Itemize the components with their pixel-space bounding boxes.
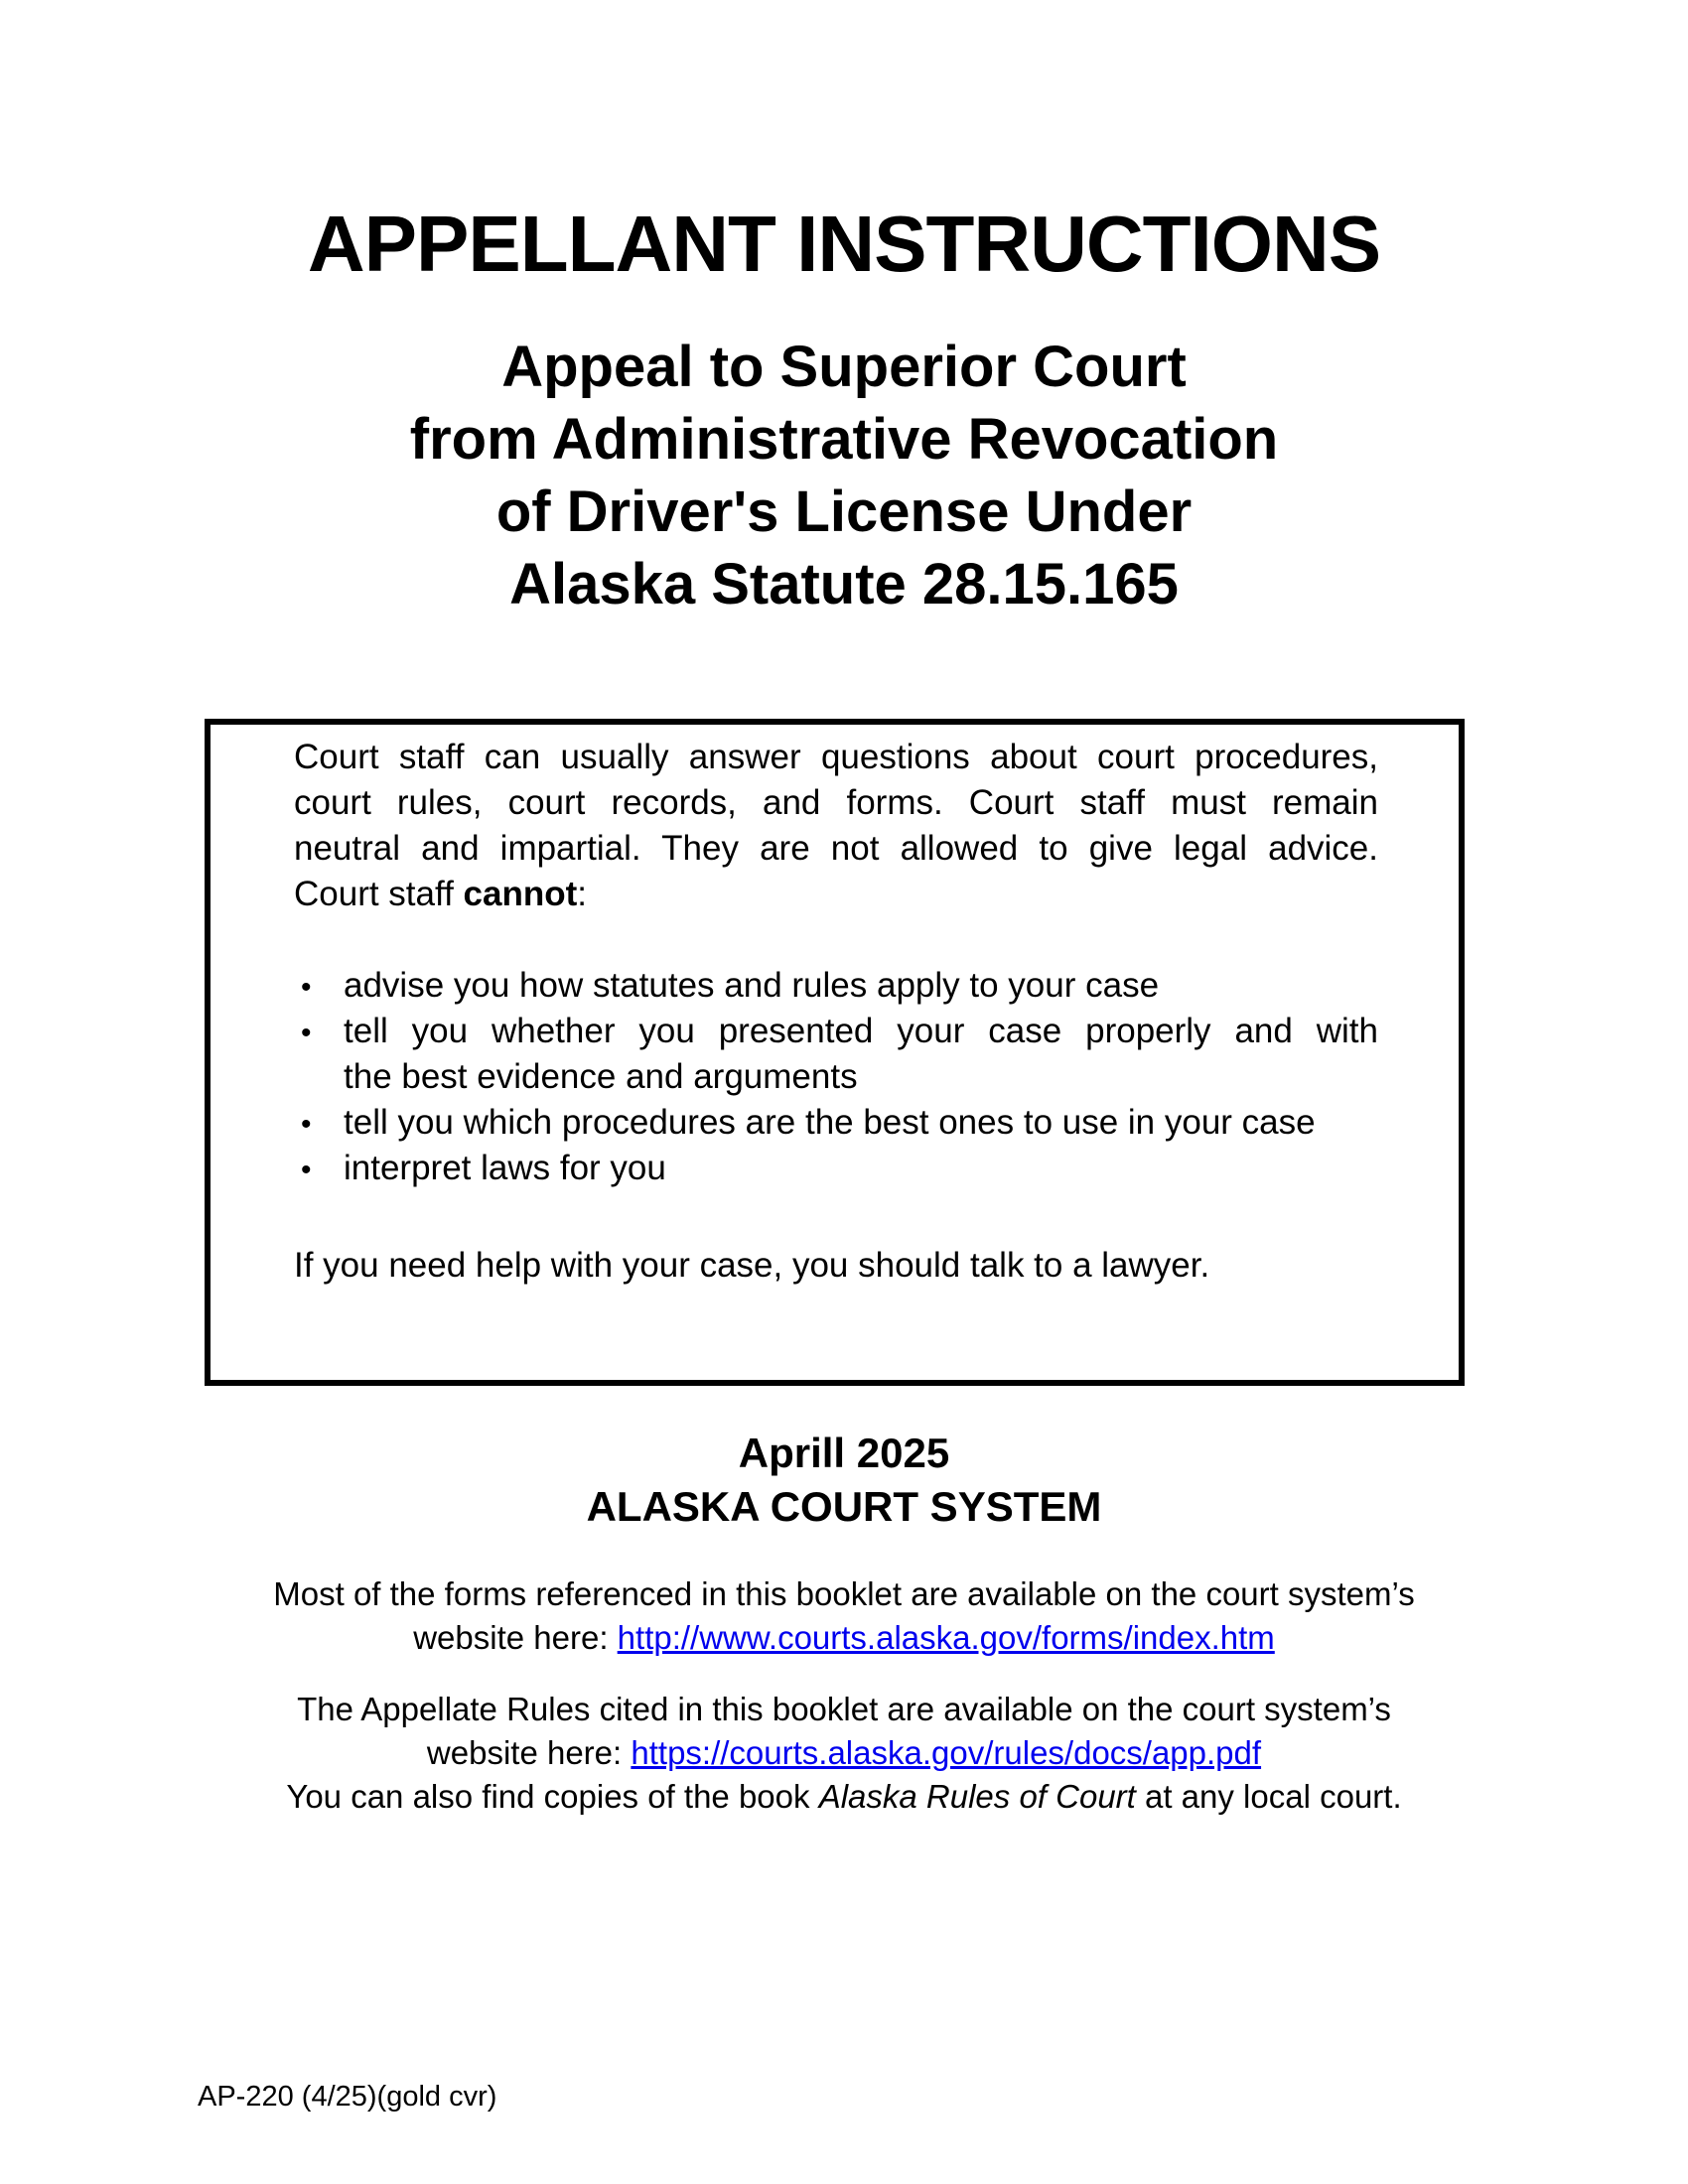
- rules-link[interactable]: https://courts.alaska.gov/rules/docs/app.pdf: [631, 1734, 1262, 1771]
- subtitle: [0, 331, 1688, 620]
- bullet-item: tell you which procedures are the best ones to use in your case: [344, 1103, 1316, 1142]
- notice-line: court rules, court records, and forms. Court staff must remain: [294, 783, 1378, 822]
- notice-line: [294, 872, 1378, 917]
- text: Court staff: [294, 875, 464, 913]
- forms-note: [0, 1572, 1688, 1660]
- subtitle-line: from Administrative Revocation: [409, 407, 1279, 472]
- bullet-item: interpret laws for you: [344, 1149, 666, 1187]
- form-code: AP-220 (4/25)(gold cvr): [198, 2081, 497, 2113]
- organization: ALASKA COURT SYSTEM: [586, 1483, 1102, 1530]
- text: at any local court.: [1135, 1778, 1402, 1815]
- closing-line: If you need help with your case, you should talk to a lawyer.: [294, 1246, 1210, 1285]
- notice-line: Court staff can usually answer questions about court procedures,: [294, 738, 1378, 776]
- subtitle-line: of Driver's License Under: [495, 479, 1193, 544]
- bullet-item: tell you whether you presented your case properly and with: [344, 1012, 1378, 1050]
- text: website here:: [413, 1619, 618, 1656]
- notice-line: neutral and impartial. They are not allowed to give legal advice.: [294, 829, 1378, 868]
- text: You can also find copies of the book: [286, 1778, 819, 1815]
- text: :: [577, 875, 588, 913]
- subtitle-line: Appeal to Superior Court: [501, 335, 1187, 399]
- page-title: APPELLANT INSTRUCTIONS: [307, 200, 1381, 288]
- bullet-icon: •: [301, 1154, 312, 1186]
- date: Aprill 2025: [738, 1430, 950, 1476]
- book-title: Alaska Rules of Court: [818, 1778, 1136, 1815]
- text: The Appellate Rules cited in this booklet are available on the court system’s: [297, 1691, 1391, 1727]
- forms-link[interactable]: http://www.courts.alaska.gov/forms/index.htm: [617, 1619, 1275, 1656]
- emphasis-cannot: cannot: [463, 875, 578, 913]
- text: website here:: [426, 1734, 632, 1771]
- rules-note: [0, 1688, 1688, 1819]
- bullet-icon: •: [301, 1017, 312, 1049]
- subtitle-line: Alaska Statute 28.15.165: [509, 552, 1179, 616]
- bullet-icon: •: [301, 1108, 312, 1141]
- bullet-item: advise you how statutes and rules apply to your case: [344, 966, 1160, 1005]
- text: Most of the forms referenced in this booklet are available on the court system’s: [273, 1575, 1415, 1612]
- bullet-item-continued: the best evidence and arguments: [344, 1057, 858, 1096]
- bullet-icon: •: [301, 971, 312, 1004]
